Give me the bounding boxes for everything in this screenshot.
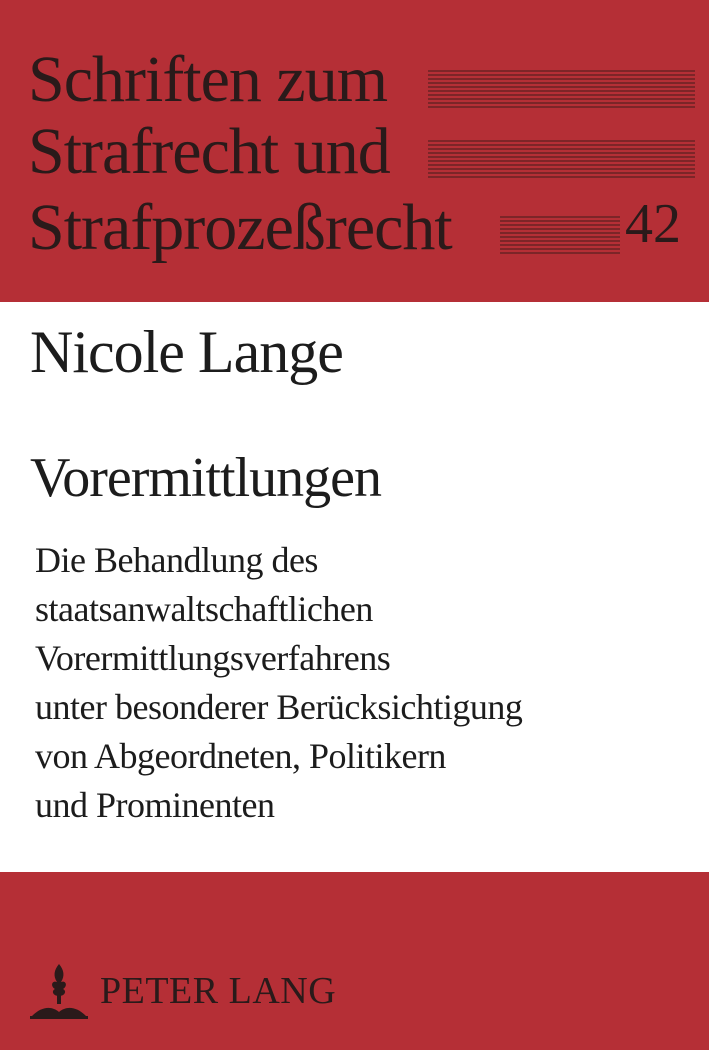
series-title-line-1: Schriften zum bbox=[28, 43, 388, 116]
series-title-line-2: Strafrecht und bbox=[28, 115, 390, 188]
book-subtitle bbox=[35, 536, 522, 830]
subtitle-line: Vorermittlungsverfahrens bbox=[35, 638, 391, 678]
decorative-stripe-3 bbox=[500, 214, 620, 254]
subtitle-line: von Abgeordneten, Politikern bbox=[35, 736, 446, 776]
publisher-logo-icon bbox=[28, 960, 90, 1022]
decorative-stripe-2 bbox=[428, 138, 695, 178]
series-title-line-3: Strafprozeßrecht bbox=[28, 191, 452, 264]
publisher-imprint bbox=[28, 960, 336, 1022]
author-name: Nicole Lange bbox=[30, 319, 343, 385]
decorative-stripe-1 bbox=[428, 68, 695, 108]
subtitle-line: unter besonderer Berücksichtigung bbox=[35, 687, 523, 727]
subtitle-line: und Prominenten bbox=[35, 785, 275, 825]
subtitle-line: staatsanwaltschaftlichen bbox=[35, 589, 373, 629]
volume-number: 42 bbox=[625, 193, 681, 255]
book-title: Vorermittlungen bbox=[30, 447, 382, 509]
publisher-name: PETER LANG bbox=[100, 970, 337, 1012]
subtitle-line: Die Behandlung des bbox=[35, 540, 318, 580]
